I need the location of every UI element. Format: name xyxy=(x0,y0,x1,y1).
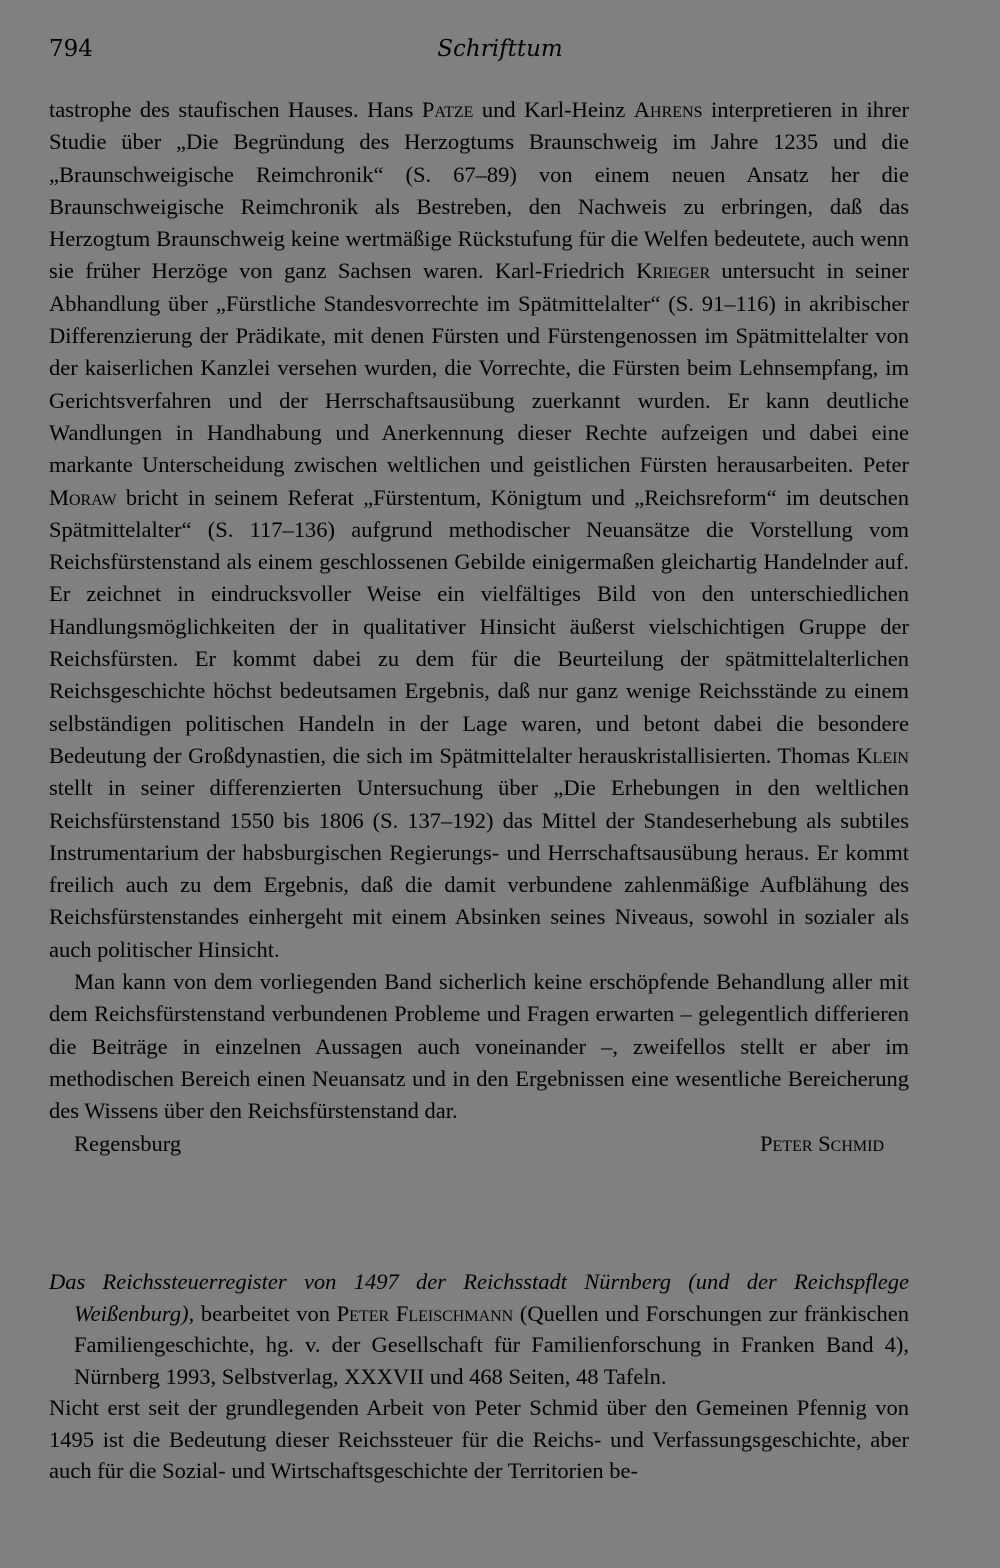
text-run: bearbeitet von xyxy=(194,1300,337,1326)
review-1-paragraph-2: Man kann von dem vorliegenden Band sicherlich keine erschöpfende Behandlung aller mit dem Reichsfürstenstand verbundenen Probleme und Fragen erwarten – gelegentlich differieren die Beiträge in einzelnen Aussagen auch voneinander –, zweifellos stellt er aber im methodischen Bereich einen Neuansatz und in den Ergebnissen eine wesentliche Bereicherung des Wissens über den Reichsfürstenstand dar. xyxy=(49,969,909,1124)
text-run: untersucht in seiner Abhandlung über „Fürstliche Standesvorrechte im Spätmittelalter“ (S. 91–116) in akribischer Differenzierung der Prädikate, mit denen Fürsten und Fürstengenossen im Spätmittelalter von der kaiserlichen Kanzlei versehen wurden, die Vorrechte, die Fürsten beim Lehnsempfang, im Gerichtsverfahren und der Herrschaftsausübung zuerkannt wurden. Er kann deutliche Wandlungen in Handhabung und Anerkennung dieser Rechte aufzeigen und dabei eine markante Unterscheidung zwischen weltlichen und geistlichen Fürsten herausarbeiten. Peter xyxy=(49,258,909,478)
review-1-body xyxy=(49,94,909,1160)
review-1-paragraph-1 xyxy=(49,94,909,966)
text-run: interpretieren in ihrer Studie über „Die Begründung des Herzogtums Braunschweig im Jahre 1235 und die „Braunschweigische Reimchronik“ (S. 67–89) von einem neuen Ansatz her die Braunschweigische Reimchronik als Bestreben, den Nachweis zu erbringen, daß das Herzogtum Braunschweig keine wertmäßige Rückstufung für die Welfen bedeutete, auch wenn sie früher Herzöge von ganz Sachsen waren. Karl-Friedrich xyxy=(49,97,910,284)
author-name-klein: Klein xyxy=(856,742,909,768)
author-name-krieger: Krieger xyxy=(636,258,711,284)
review-2-paragraph-1: Nicht erst seit der grundlegenden Arbeit von Peter Schmid über den Gemeinen Pfennig von 1495 ist die Bedeutung dieser Reichssteuer für die Reichs- und Verfassungsgeschichte, aber auch für die Sozial- und Wirtschaftsgeschichte der Territorien be- xyxy=(49,1395,909,1483)
bibliographic-entry xyxy=(49,1266,909,1392)
review-1-signature xyxy=(49,1128,909,1160)
author-name-ahrens: Ahrens xyxy=(633,97,703,122)
text-run: stellt in seiner differenzierten Untersuchung über „Die Erhebungen in den weltlichen Reichsfürstenstand 1550 bis 1806 (S. 137–192) das Mittel der Standeserhebung als subtiles Instrumentarium der habsburgischen Regierungs- und Herrschaftsausübung heraus. Er kommt freilich auch zu dem Ergebnis, daß die damit verbundene zahlenmäßige Aufblähung des Reichsfürstenstandes einhergeht mit einem Absinken seines Niveaus, sowohl in sozialer als auch politischer Hinsicht. xyxy=(49,775,909,962)
signature-reviewer: Peter Schmid xyxy=(760,1130,884,1156)
author-name-moraw: Moraw xyxy=(49,484,117,510)
signature-place: Regensburg xyxy=(74,1130,182,1156)
page-number: 794 xyxy=(49,36,93,62)
text-run: bricht in seinem Referat „Fürstentum, Königtum und „Reichsreform“ im deutschen Spätmittelalter“ (S. 117–136) aufgrund methodischer Neuansätze die Vorstellung vom Reichsfürstenstand als einem geschlossenen Gebilde einigermaßen gleichartig Handelnder auf. Er zeichnet in eindrucksvoller Weise ein vielfältiges Bild von den unterschiedlichen Handlungsmöglichkeiten der in qualitativer Hinsicht äußerst vielschichtigen Gruppe der Reichsfürsten. Er kommt dabei zu dem für die Beurteilung der spätmittelalterlichen Reichsgeschichte höchst bedeutsamen Ergebnis, daß nur ganz wenige Reichsstände zu einem selbständigen politischen Handeln in der Lage waren, und betont dabei die besondere Bedeutung der Großdynastien, die sich im Spätmittelalter herauskristallisierten. Thomas xyxy=(49,484,909,768)
author-name-patze: Patze xyxy=(421,97,474,122)
review-2 xyxy=(49,1266,909,1487)
text-run: tastrophe des staufischen Hauses. Hans xyxy=(49,97,422,122)
running-head: Schrifttum xyxy=(437,36,563,62)
text-run: und Karl-Heinz xyxy=(473,97,634,122)
editor-name: Peter Fleischmann xyxy=(336,1300,514,1326)
book-title: Das Reichssteuerregister von 1497 der Reichsstadt Nürnberg (und der Reichspflege Weißenburg), xyxy=(49,1269,909,1326)
bibliographic-details: (Quellen und Forschungen zur fränkischen Familiengeschichte, hg. v. der Gesellschaft für Familienforschung in Franken Band 4), Nürnberg 1993, Selbstverlag, XXXVII und 468 Seiten, 48 Tafeln. xyxy=(74,1300,909,1389)
